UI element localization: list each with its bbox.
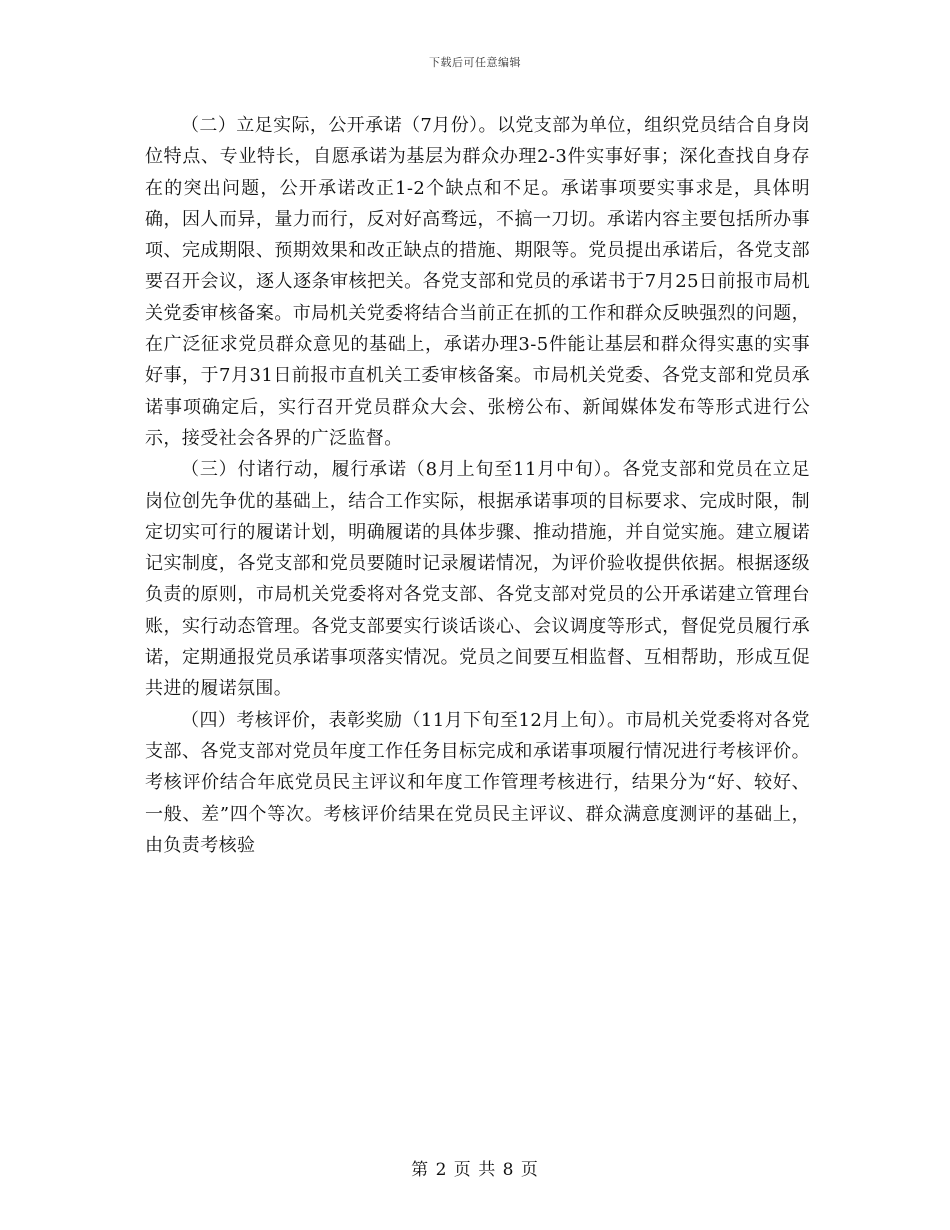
page-header: 下载后可任意编辑: [429, 56, 521, 69]
paragraph-section-2: （二）立足实际，公开承诺（7月份）。以党支部为单位，组织党员结合自身岗位特点、专业特长，自愿承诺为基层为群众办理2-3件实事好事；深化查找自身存在的突出问题，公开承诺改正1-2个缺点和不足。承诺事项要实事求是，具体明确，因人而异，量力而行，反对好高骛远，不搞一刀切。承诺内容主要包括所办事项、完成期限、预期效果和改正缺点的措施、期限等。党员提出承诺后，各党支部要召开会议，逐人逐条审核把关。各党支部和党员的承诺书于7月25日前报市局机关党委审核备案。市局机关党委将结合当前正在抓的工作和群众反映强烈的问题，在广泛征求党员群众意见的基础上，承诺办理3-5件能让基层和群众得实惠的实事好事，于7月31日前报市直机关工委审核备案。市局机关党委、各党支部和党员承诺事项确定后，实行召开党员群众大会、张榜公布、新闻媒体发布等形式进行公示，接受社会各界的广泛监督。: [145, 115, 810, 449]
paragraph-section-4: （四）考核评价，表彰奖励（11月下旬至12月上旬）。市局机关党委将对各党支部、各党支部对党员年度工作任务目标完成和承诺事项履行情况进行考核评价。考核评价结合年底党员民主评议和年度工作管理考核进行，结果分为“好、较好、一般、差”四个等次。考核评价结果在党员民主评议、群众满意度测评的基础上，由负责考核验: [145, 709, 810, 856]
page-number-footer: 第 2 页 共 8 页: [411, 1160, 539, 1180]
document-body: [145, 110, 810, 861]
paragraph-section-3: （三）付诸行动，履行承诺（8月上旬至11月中旬）。各党支部和党员在立足岗位创先争优的基础上，结合工作实际，根据承诺事项的目标要求、完成时限，制定切实可行的履诺计划，明确履诺的具体步骤、推动措施，并自觉实施。建立履诺记实制度，各党支部和党员要随时记录履诺情况，为评价验收提供依据。根据逐级负责的原则，市局机关党委将对各党支部、各党支部对党员的公开承诺建立管理台账，实行动态管理。各党支部要实行谈话谈心、会议调度等形式，督促党员履行承诺，定期通报党员承诺事项落实情况。党员之间要互相监督、互相帮助，形成互促共进的履诺氛围。: [145, 459, 810, 700]
